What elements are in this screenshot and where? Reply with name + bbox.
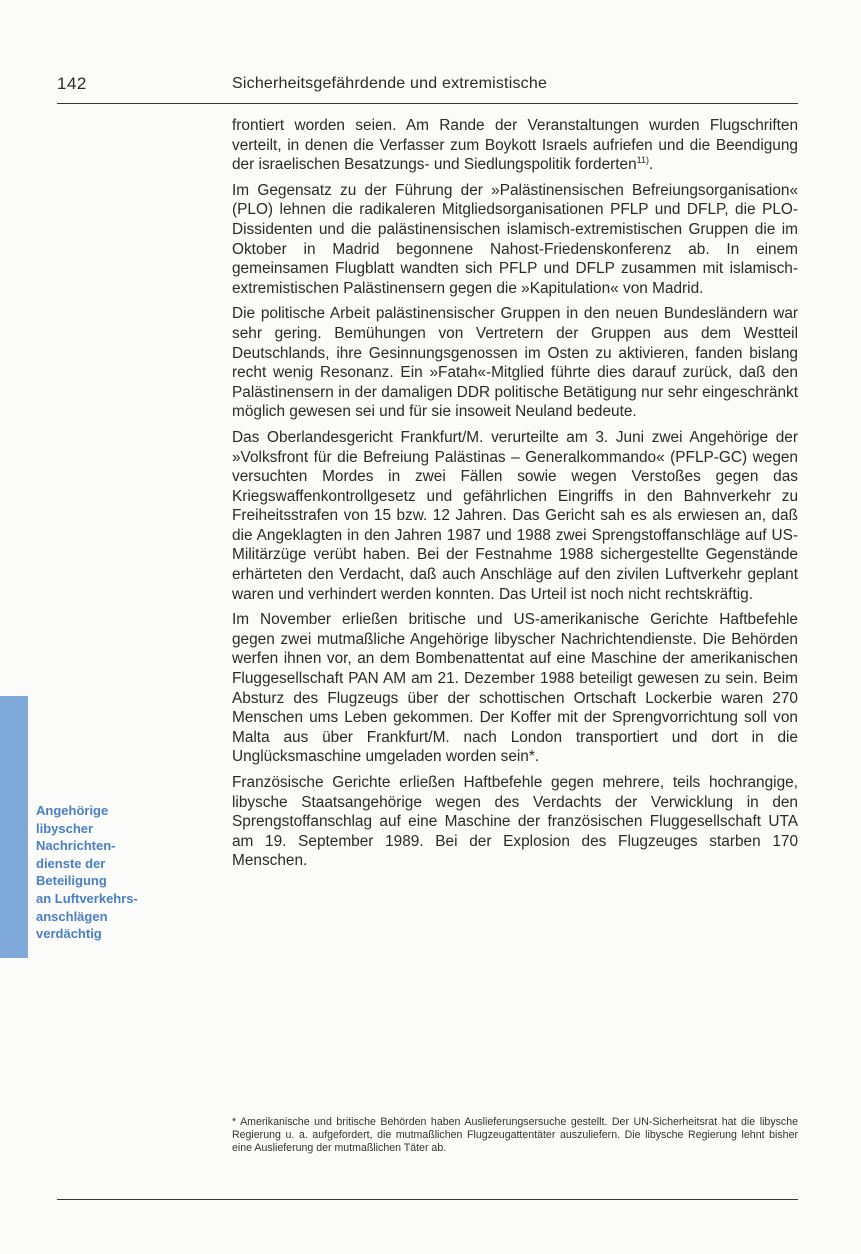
margin-note-line: dienste der [36, 855, 106, 871]
paragraph: Die politische Arbeit palästinensischer Gruppen in den neuen Bundesländern war sehr gering. Bemühungen von Vertretern der Gruppen aus dem Westteil Deutschlands, ihre Gesinnungsgenossen im Osten zu aktivieren, fanden bislang recht wenig Resonanz. Ein »Fatah«-Mitglied führte dies darauf zurück, daß den Palästinensern in der damaligen DDR politische Betätigung nur sehr eingeschränkt möglich gewesen sei und für sie insoweit Neuland bedeute. [232, 305, 798, 421]
footnote: * Amerikanische und britische Behörden haben Auslieferungsersuche gestellt. Der UN-Sicherheitsrat hat die libysche Regierung u. a. aufgefordert, die mutmaßlichen Flugzeugattentäter auszuliefern. Die libysche Regierung lehnt bisher eine Auslieferung der mutmaßlichen Täter ab. [232, 1116, 798, 1154]
body-text [232, 116, 798, 877]
footnote-reference: 11) [636, 155, 650, 166]
margin-note-line: anschlägen [36, 908, 108, 924]
paragraph [232, 116, 798, 175]
running-head: Sicherheitsgefährdende und extremistische [232, 75, 548, 92]
margin-note [36, 802, 211, 943]
margin-note-line: verdächtig [36, 926, 102, 942]
margin-note-line: an Luftverkehrs- [36, 890, 138, 906]
header-rule [57, 103, 798, 104]
paragraph-end: . [649, 156, 654, 174]
paragraph-text: frontiert worden seien. Am Rande der Veranstaltungen wurden Flugschriften verteilt, in denen die Verfasser zum Boykott Israels aufriefen und die Beendigung der israelischen Besatzungs- und Siedlungspolitik forderten [232, 117, 798, 174]
margin-note-line: Angehörige [36, 803, 109, 818]
margin-note-line: Nachrichten- [36, 838, 116, 854]
margin-note-line: libyscher [36, 820, 94, 836]
paragraph: Das Oberlandesgericht Frankfurt/M. verurteilte am 3. Juni zwei Angehörige der »Volksfront für die Befreiung Palästinas – Generalkommando« (PFLP-GC) wegen versuchten Mordes in zwei Fällen sowie wegen Verstoßes gegen das Kriegswaffenkontrollgesetz und gefährlichen Eingriffs in den Bahnverkehr zu Freiheitsstrafen von 15 bzw. 12 Jahren. Das Gericht sah es als erwiesen an, daß die Angeklagten in den Jahren 1987 und 1988 zwei Sprengstoffanschläge auf US-Militärzüge verübt haben. Bei der Festnahme 1988 sichergestellte Gegenstände erhärteten den Verdacht, daß auch Anschläge auf den zivilen Luftverkehr geplant waren und verhindert werden konnten. Das Urteil ist noch nicht rechtskräftig. [232, 428, 798, 603]
paragraph: Französische Gerichte erließen Haftbefehle gegen mehrere, teils hochrangige, libysche Staatsangehörige wegen des Verdachts der Verwicklung in den Sprengstoffanschlag auf eine Maschine der französischen Fluggesellschaft UTA am 19. September 1989. Bei der Explosion des Flugzeuges starben 170 Menschen. [232, 774, 798, 870]
paragraph: Im Gegensatz zu der Führung der »Palästinensischen Befreiungsorganisation« (PLO) lehnen die radikaleren Mitgliedsorganisationen PFLP und DFLP, die PLO-Dissidenten und die palästinensischen islamisch-extremistischen Gruppen die im Oktober in Madrid begonnene Nahost-Friedenskonferenz ab. In einem gemeinsamen Flugblatt wandten sich PFLP und DFLP zusammen mit islamisch-extremistischen Palästinensern gegen die »Kapitulation« von Madrid. [232, 181, 798, 297]
page-number: 142 [57, 74, 87, 93]
margin-note-line: Beteiligung [36, 873, 107, 889]
margin-color-bar [0, 696, 28, 958]
paragraph: Im November erließen britische und US-amerikanische Gerichte Haftbefehle gegen zwei mutmaßliche Angehörige libyscher Nachrichtendienste. Die Behörden werfen ihnen vor, an dem Bombenattentat auf eine Maschine der amerikanischen Fluggesellschaft PAN AM am 21. Dezember 1988 beteiligt gewesen zu sein. Beim Absturz des Flugzeugs über der schottischen Ortschaft Lockerbie waren 270 Menschen ums Leben gekommen. Der Koffer mit der Sprengvorrichtung soll von Malta aus über Frankfurt/M. nach London transportiert und dort in die Unglücksmaschine umgeladen worden sein*. [232, 611, 798, 766]
footer-rule [57, 1199, 798, 1200]
